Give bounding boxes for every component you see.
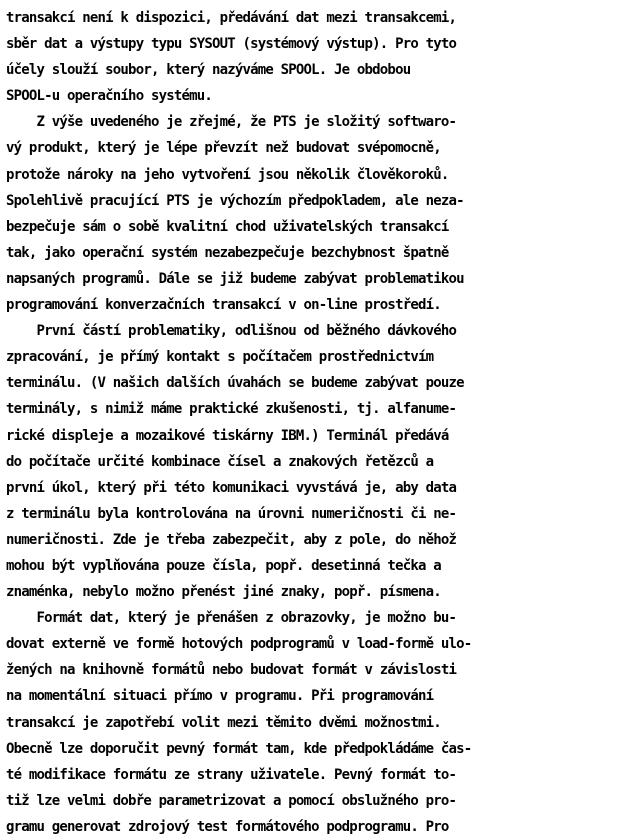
text-line: rické displeje a mozaikové tiskárny IBM.) Terminál předává [6, 427, 449, 444]
text-line: zpracování, je přímý kontakt s počítačem prostřednictvím [6, 349, 434, 366]
text-line: transakcí je zapotřebí volit mezi těmito dvěmi možnostmi. [6, 714, 441, 731]
text-line: transakcí není k dispozici, předávání dat mezi transakcemi, [6, 10, 457, 26]
text-line: Obecně lze doporučit pevný formát tam, kde předpokládáme čas- [6, 740, 472, 757]
text-line: té modifikace formátu ze strany uživatele. Pevný formát to- [6, 766, 457, 783]
text-line: Z výše uvedeného je zřejmé, že PTS je složitý softwaro- [6, 114, 457, 131]
text-line: První částí problematiky, odlišnou od běžného dávkového [6, 323, 457, 340]
text-line: znaménka, nebylo možno přenést jiné znaky, popř. písmena. [6, 584, 441, 601]
text-line: protože nároky na jeho vytvoření jsou několik člověkoroků. [6, 166, 449, 183]
document-text [6, 5, 628, 840]
text-line: do počítače určité kombinace čísel a znakových řetězců a [6, 453, 434, 470]
text-line: na momentální situaci přímo v programu. Při programování [6, 688, 434, 705]
text-line: dovat externě ve formě hotových podprogramů v load-formě ulo- [6, 636, 472, 653]
text-line: vý produkt, který je lépe převzít než budovat svépomocně, [6, 140, 441, 157]
text-line: účely slouží soubor, který nazýváme SPOOL. Je obdobou [6, 62, 411, 79]
text-line: bezpečuje sám o sobě kvalitní chod uživatelských transakcí [6, 218, 449, 235]
text-line: žených na knihovně formátů nebo budovat formát v závislosti [6, 662, 457, 679]
text-line: tiž lze velmi dobře parametrizovat a pomocí obslužného pro- [6, 792, 457, 809]
text-line: terminálu. (V našich dalších úvahách se budeme zabývat pouze [6, 375, 464, 392]
text-line: sběr dat a výstupy typu SYSOUT (systémový výstup). Pro tyto [6, 36, 457, 53]
text-line: SPOOL-u operačního systému. [6, 88, 212, 105]
text-line: terminály, s nimiž máme praktické zkušenosti, tj. alfanume- [6, 401, 457, 418]
text-line: první úkol, který při této komunikaci vyvstává je, aby data [6, 479, 457, 496]
text-line: programování konverzačních transakcí v on-line prostředí. [6, 297, 441, 314]
text-line: z terminálu byla kontrolována na úrovni numeričnosti či ne- [6, 505, 457, 522]
text-line: mohou být vyplňována pouze čísla, popř. desetinná tečka a [6, 557, 441, 574]
text-line: Spolehlivě pracující PTS je výchozím předpokladem, ale neza- [6, 192, 464, 209]
text-line: gramu generovat zdrojový test formátového podprogramu. Pro [6, 818, 449, 835]
text-line: tak, jako operační systém nezabezpečuje bezchybnost špatně [6, 244, 449, 261]
text-line: napsaných programů. Dále se již budeme zabývat problematikou [6, 270, 464, 287]
text-line: Formát dat, který je přenášen z obrazovky, je možno bu- [6, 610, 457, 627]
text-line: numeričnosti. Zde je třeba zabezpečit, aby z pole, do něhož [6, 531, 457, 548]
